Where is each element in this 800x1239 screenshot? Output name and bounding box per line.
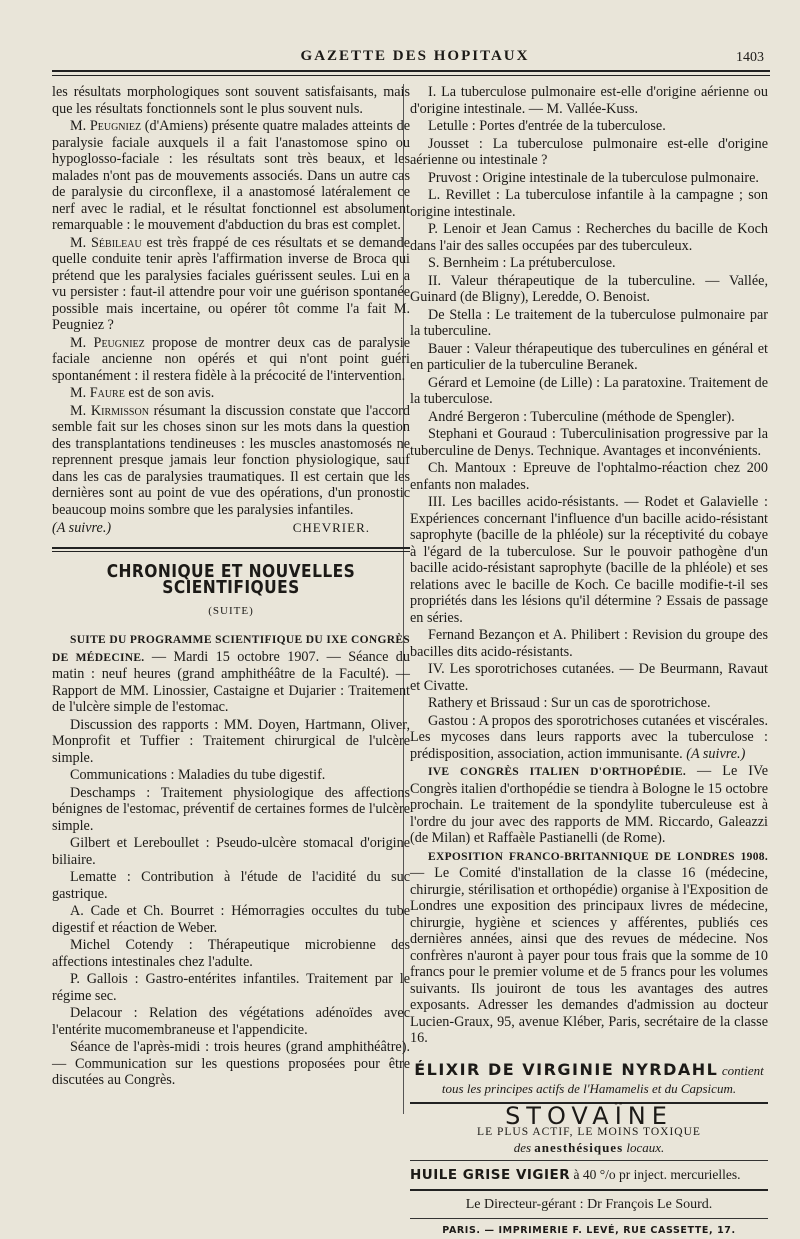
page-number: 1403 xyxy=(736,50,764,66)
right-column xyxy=(410,84,768,1239)
programme-item: Ch. Mantoux : Epreuve de l'ophtalmo-réaction chez 200 enfants non malades. xyxy=(410,460,768,493)
programme-item: III. Les bacilles acido-résistants. — Rodet et Galavielle : Expériences concernant l'influence d'un bacille acido-résistant saprophyte (bacille de la phléole) sur la réceptivité du cobaye à l'égard de la tuberculose. Sur le pouvoir pathogène d'un bacille acido-résistant saprophyte (bacille de la phléole) et ses relations avec le bacille de Koch. Ce bacille modifie-t-il ses propriétés dans les lésions qu'il détermine ? Essais de passage en séries. xyxy=(410,494,768,626)
ad-rule xyxy=(410,1189,768,1191)
programme-item: A. Cade et Ch. Bourret : Hémorragies occultes du tube digestif et réaction de Weber. xyxy=(52,903,410,936)
programme-item xyxy=(410,713,768,763)
advertisement-huile xyxy=(410,1167,768,1184)
section-title: CHRONIQUE ET NOUVELLES SCIENTIFIQUES xyxy=(77,564,385,597)
advertisement-stovaine xyxy=(410,1108,768,1156)
programme-item: Stephani et Gouraud : Tuberculinisation progressive par la tuberculine de Denys. Technique. Avantages et inconvénients. xyxy=(410,426,768,459)
advertisement-elixir xyxy=(410,1061,768,1098)
programme-item: Gérard et Lemoine (de Lille) : La paratoxine. Traitement de la tuberculose. xyxy=(410,375,768,408)
programme-item: Lematte : Contribution à l'étude de l'acidité du suc gastrique. xyxy=(52,869,410,902)
header-rule xyxy=(52,70,770,72)
programme-item: Pruvost : Origine intestinale de la tuberculose pulmonaire. xyxy=(410,170,768,187)
programme-item: P. Gallois : Gastro-entérites infantiles. Traitement par le régime sec. xyxy=(52,971,410,1004)
ad-brand: STOVAÏNE xyxy=(410,1108,768,1124)
programme-item: I. La tuberculose pulmonaire est-elle d'origine aérienne ou d'origine intestinale. — M. Vallée-Kuss. xyxy=(410,84,768,117)
paragraph-text: — Mardi 15 octobre 1907. — Séance du matin : neuf heures (grand amphithéâtre de la Faculté). — Rapport de MM. Linossier, Castaigne et Dujarier : Traitement de l'ulcère simple de l'estomac. xyxy=(52,649,410,716)
programme-item: Rathery et Brissaud : Sur un cas de sporotrichose. xyxy=(410,695,768,712)
ad-tagline: LE PLUS ACTIF, LE MOINS TOXIQUE xyxy=(410,1124,768,1140)
section-rule xyxy=(52,547,410,549)
author-signature: CHEVRIER. xyxy=(293,520,370,537)
programme-item: André Bergeron : Tuberculine (méthode de Spengler). xyxy=(410,409,768,426)
programme-item: P. Lenoir et Jean Camus : Recherches du bacille de Koch dans l'air des salles occupées par des tuberculeux. xyxy=(410,221,768,254)
programme-item: De Stella : Le traitement de la tuberculose pulmonaire par la tuberculine. xyxy=(410,307,768,340)
paragraph-faure xyxy=(52,385,410,402)
ad-word-bold: anesthésiques xyxy=(534,1140,623,1155)
speaker-name: M. Kirmisson xyxy=(70,403,149,419)
paragraph-text: — Le IVe Congrès italien d'orthopédie se tiendra à Bologne le 15 octobre prochain. Le traitement de la spondylite tuberculeuse est à l'ordre du jour avec des rapports de MM. Riccardo, Galeazzi (de Milan) et Raffaèle Pastianelli (de Rome). xyxy=(410,763,768,846)
paragraph-text: est de son avis. xyxy=(125,385,214,401)
section-subtitle: (SUITE) xyxy=(52,603,410,620)
paragraph-heading: IVE CONGRÈS ITALIEN D'ORTHOPÉDIE. xyxy=(428,766,686,778)
programme-item: Letulle : Portes d'entrée de la tuberculose. xyxy=(410,118,768,135)
ad-rule xyxy=(410,1160,768,1161)
paragraph-text: propose de montrer deux cas de paralysie faciale ancienne non opérés et qui n'ont point guéri spontanément : il restera fidèle à la précocité de l'intervention. xyxy=(52,335,410,384)
programme-item: L. Revillet : La tuberculose infantile à la campagne ; son origine intestinale. xyxy=(410,187,768,220)
programme-item: S. Bernheim : La prétuberculose. xyxy=(410,255,768,272)
page-header xyxy=(60,44,770,68)
programme-item: Jousset : La tuberculose pulmonaire est-elle d'origine aérienne ou intestinale ? xyxy=(410,136,768,169)
paragraph-peugniez xyxy=(52,118,410,234)
paragraph-text: résumant la discussion constate que l'accord semble fait sur les choses sinon sur les mots dans la question des transplantations tendineuses : les muscles anastomosés ne reprennent presque jamais leur fonction physiologique, sauf dans les cas de paralysies traumatiques. Il est certain que les dernières sont au point de vue des opérations, d'un pronostic beaucoup moins sombre que les paralysies infantiles. xyxy=(52,403,410,518)
paragraph-text: — Le Comité d'installation de la classe 16 (médecine, chirurgie, stérilisation et orthopédie) organise à l'Exposition de Londres une exposition des principaux livres de médecine, chirurgie, hygiène et sciences y afférentes, publiés ces dernières années, ainsi que des revues de médecine. Nos confrères n'auront à payer pour tous frais que la somme de 10 francs pour le premier volume et de 5 francs pour les volumes suivants. Ils jouiront de tous les avantages des autres exposants. Adresser les demandes d'admission au docteur Lucien-Graux, 95, avenue Kléber, Paris, secrétaire de la classe 16. xyxy=(410,865,768,1046)
programme-item: Fernand Bezançon et A. Philibert : Revision du groupe des bacilles dits acido-résistants. xyxy=(410,627,768,660)
signature-row xyxy=(52,520,410,537)
paragraph-continuation: les résultats morphologiques sont souvent satisfaisants, mais que les résultats fonctionnels sont le plus souvent nuls. xyxy=(52,84,410,117)
imprint-rule xyxy=(410,1218,768,1219)
programme-item: Gilbert et Lereboullet : Pseudo-ulcère stomacal d'origine biliaire. xyxy=(52,835,410,868)
paragraph-text: Gastou : A propos des sporotrichoses cutanées et viscérales. Les mycoses dans leurs rapports avec la tuberculose : prédisposition, association, action immunisante. xyxy=(410,713,768,762)
header-rule-thin xyxy=(52,75,770,76)
running-title: GAZETTE DES HOPITAUX xyxy=(60,48,770,65)
paragraph-congres-italien xyxy=(410,763,768,847)
to-be-continued: (A suivre.) xyxy=(686,746,745,762)
paragraph-kirmisson xyxy=(52,403,410,519)
ad-tagline: contient tous les principes actifs de l'Hamamelis et du Capsicum. xyxy=(442,1063,764,1096)
paragraph-programme xyxy=(52,631,410,716)
paragraph-heading: SUITE DU PROGRAMME SCIENTIFIQUE DU IXE CONGRÈS DE MÉDECINE. xyxy=(52,634,410,664)
speaker-name: M. Peugniez xyxy=(70,118,141,134)
paragraph-sebileau xyxy=(52,235,410,334)
ad-word: des xyxy=(514,1140,531,1155)
printer-imprint: PARIS. — IMPRIMERIE F. LEVÉ, RUE CASSETTE, 17. xyxy=(410,1223,768,1239)
programme-item: Deschamps : Traitement physiologique des affections bénignes de l'estomac, préventif de certaines formes de l'ulcère simple. xyxy=(52,785,410,835)
speaker-name: M. Faure xyxy=(70,385,125,401)
paragraph-heading: EXPOSITION FRANCO-BRITANNIQUE DE LONDRES 1908. xyxy=(428,851,768,863)
paragraph-exposition xyxy=(410,848,768,1047)
programme-item: Discussion des rapports : MM. Doyen, Hartmann, Oliver, Monprofit et Tuffier : Traitement chirurgical de l'ulcère simple. xyxy=(52,717,410,767)
programme-item: Michel Cotendy : Thérapeutique microbienne des affections intestinales chez l'adulte. xyxy=(52,937,410,970)
ad-brand: ÉLIXIR DE VIRGINIE NYRDAHL xyxy=(414,1060,718,1079)
speaker-name: M. Peugniez xyxy=(70,335,145,351)
paragraph-peugniez-2 xyxy=(52,335,410,385)
programme-item: Delacour : Relation des végétations adénoïdes avec l'entérite mucomembraneuse et l'appendicite. xyxy=(52,1005,410,1038)
ad-word: locaux. xyxy=(626,1140,664,1155)
speaker-name: M. Sébileau xyxy=(70,235,142,251)
programme-item: Bauer : Valeur thérapeutique des tuberculines en général et en particulier de la tuberculine Beranek. xyxy=(410,341,768,374)
to-be-continued: (A suivre.) xyxy=(52,520,111,537)
left-column xyxy=(52,84,410,1090)
managing-director: Le Directeur-gérant : Dr François Le Sourd. xyxy=(410,1197,768,1214)
ad-brand: HUILE GRISE VIGIER xyxy=(410,1167,570,1183)
programme-item: Communications : Maladies du tube digestif. xyxy=(52,767,410,784)
programme-item: IV. Les sporotrichoses cutanées. — De Beurmann, Ravaut et Civatte. xyxy=(410,661,768,694)
programme-item: Séance de l'après-midi : trois heures (grand amphithéâtre). — Communication sur les questions proposées pour être discutées au Congrès. xyxy=(52,1039,410,1089)
ad-tagline: à 40 °/o pr inject. mercurielles. xyxy=(570,1167,740,1182)
programme-item: II. Valeur thérapeutique de la tuberculine. — Vallée, Guinard (de Bligny), Leredde, O. Benoist. xyxy=(410,273,768,306)
section-rule-thin xyxy=(52,551,410,552)
paragraph-text: est très frappé de ces résultats et se demande quelle conduite tenir après l'affirmation inverse de Broca qui prétend que les paralysies faciales guérissent seules. Lui en a vu persister : faut-il attendre pour voir une guérison spontanée possible mais incertaine, ou opérer tôt comme l'a fait M. Peugniez ? xyxy=(52,235,410,334)
paragraph-text: (d'Amiens) présente quatre malades atteints de paralysie faciale auxquels il a fait l'anastomose spino ou hypoglosso-faciale : les résultats sont très beaux, et les malades n'ont pas de mouvements associés. Dans un autre cas de paralysie du circonflexe, il a anastomosé latéralement ce nerf avec le radial, et le résultat fonctionnel est absolument remarquable : le mouvement d'abduction du bras est complet. xyxy=(52,118,410,233)
